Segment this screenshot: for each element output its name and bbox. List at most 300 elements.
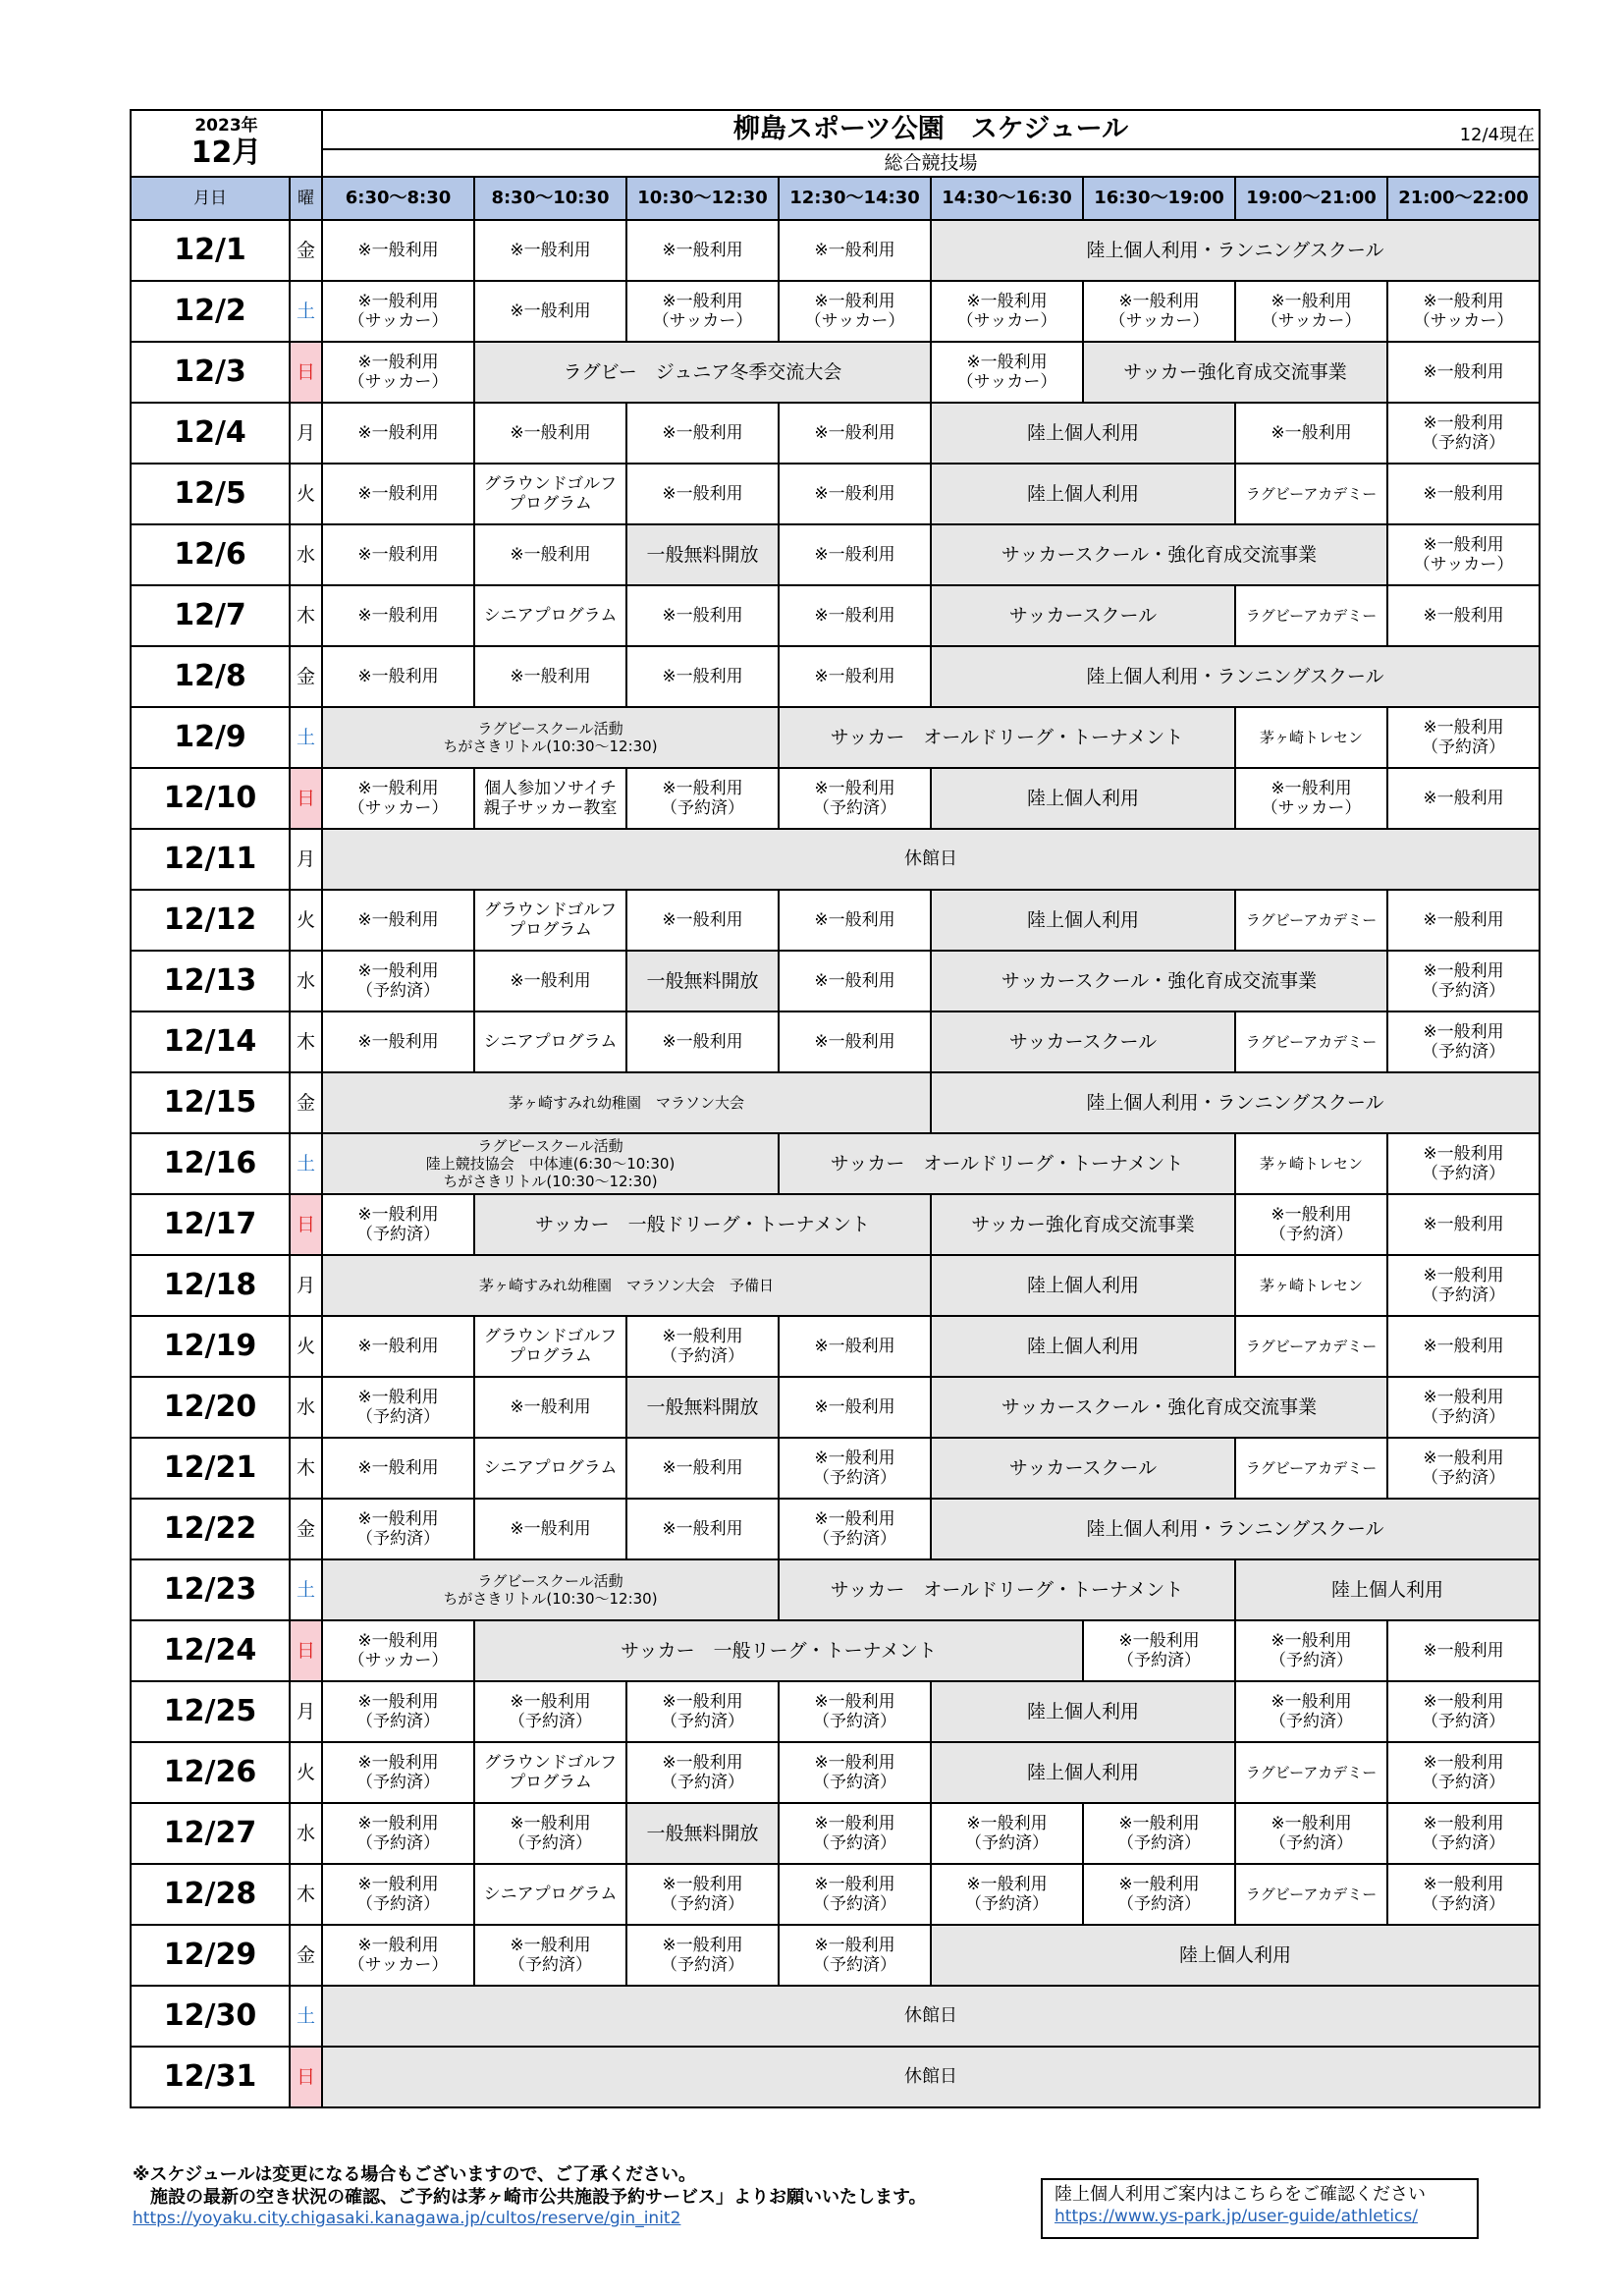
cell-text-line: ※一般利用 [510, 1813, 591, 1833]
cell-text-line: ※一般利用 [1271, 422, 1352, 443]
cell-text-line: ※一般利用 [357, 483, 439, 504]
cell-text-line: ※一般利用 [510, 240, 591, 260]
cell-text-line: ※一般利用 [662, 422, 743, 443]
schedule-row [131, 1559, 1540, 1620]
row-weekday: 火 [290, 1742, 322, 1803]
slot-cell [1235, 1438, 1387, 1499]
cell-text-line: グラウンドゴルフ [483, 1752, 618, 1773]
row-date: 12/8 [131, 646, 290, 707]
cell-text-line: ※一般利用 [1423, 361, 1504, 382]
closed-day-cell: 休館日 [322, 829, 1540, 890]
cell-text-line: ※一般利用 [1423, 1021, 1504, 1042]
cell-text-line: ※一般利用 [814, 483, 895, 504]
slot-cell [626, 1925, 779, 1986]
row-date: 12/24 [131, 1620, 290, 1681]
row-weekday: 月 [290, 403, 322, 464]
row-weekday: 水 [290, 1803, 322, 1864]
slot-cell [322, 1681, 474, 1742]
cell-text-line: ※一般利用 [510, 1518, 591, 1539]
row-date: 12/17 [131, 1194, 290, 1255]
cell-text-line: （予約済） [813, 1712, 896, 1731]
cell-text-line: シニアプログラム [483, 1457, 618, 1478]
slot-cell [322, 1194, 474, 1255]
cell-text-line: 茅ヶ崎すみれ幼稚園 マラソン大会 予備日 [478, 1277, 774, 1294]
cell-text-line: ※一般利用 [662, 483, 743, 504]
slot-cell [1387, 1742, 1540, 1803]
cell-text-line: ※一般利用 [662, 1457, 743, 1478]
cell-text-line: 茅ヶ崎トレセン [1259, 729, 1363, 746]
footer-note-reservation: 施設の最新の空き状況の確認、ご予約は茅ヶ崎市公共施設予約サービス」よりお願いいたします。 [133, 2186, 927, 2208]
cell-text-line: ※一般利用 [814, 909, 895, 930]
slot-cell [1235, 585, 1387, 646]
schedule-row [131, 1255, 1540, 1316]
cell-text-line: （予約済） [1117, 1651, 1201, 1670]
schedule-table [130, 109, 1541, 2108]
slot-cell [1387, 1620, 1540, 1681]
slot-cell [1387, 1194, 1540, 1255]
footer-note-change: ※スケジュールは変更になる場合もございますので、ご了承ください。 [133, 2164, 697, 2185]
slot-cell [474, 1316, 626, 1377]
slot-cell [779, 403, 931, 464]
schedule-row [131, 1011, 1540, 1072]
cell-text-line: 陸上個人利用・ランニングスクール [1086, 1091, 1384, 1114]
slot-cell [1235, 1620, 1387, 1681]
cell-text-line: ※一般利用 [357, 1387, 439, 1407]
cell-text-line: （予約済） [661, 1346, 744, 1366]
slot-cell [474, 890, 626, 951]
slot-cell [779, 646, 931, 707]
cell-text-line: （予約済） [356, 1529, 440, 1549]
cell-text-line: ※一般利用 [1423, 1691, 1504, 1712]
row-date: 12/4 [131, 403, 290, 464]
cell-text-line: ※一般利用 [814, 1691, 895, 1712]
cell-text-line: （予約済） [1422, 1468, 1505, 1488]
cell-text-line: ※一般利用 [1423, 788, 1504, 808]
cell-text-line: ※一般利用 [357, 1457, 439, 1478]
cell-text-line: （予約済） [813, 1468, 896, 1488]
slot-cell [1387, 403, 1540, 464]
row-date: 12/21 [131, 1438, 290, 1499]
slot-cell [1235, 1742, 1387, 1803]
slot-cell [474, 768, 626, 829]
cell-text-line: （予約済） [356, 1225, 440, 1244]
footer-notes [133, 2164, 927, 2229]
slot-cell [474, 1803, 626, 1864]
slot-cell [626, 890, 779, 951]
cell-text-line: サッカースクール [1008, 1030, 1158, 1053]
cell-text-line: 一般無料開放 [646, 543, 759, 566]
cell-text-line: ※一般利用 [1423, 291, 1504, 311]
slot-cell [1387, 1316, 1540, 1377]
schedule-row [131, 1864, 1540, 1925]
schedule-row [131, 1072, 1540, 1133]
cell-text-line: サッカー強化育成交流事業 [1123, 360, 1347, 383]
cell-text-line: （予約済） [356, 1894, 440, 1914]
slot-cell [1083, 1864, 1235, 1925]
row-weekday: 土 [290, 1559, 322, 1620]
cell-text-line: ラグビーアカデミー [1245, 607, 1378, 625]
slot-cell [1235, 768, 1387, 829]
year-month-cell [131, 110, 322, 177]
cell-text-line: （予約済） [1117, 1894, 1201, 1914]
cell-text-line: ※一般利用 [357, 240, 439, 260]
schedule-row [131, 1925, 1540, 1986]
slot-cell [626, 281, 779, 342]
event-cell [474, 1194, 931, 1255]
page-title: 柳島スポーツ公園 スケジュール [732, 113, 1129, 144]
row-date: 12/28 [131, 1864, 290, 1925]
schedule-row [131, 1316, 1540, 1377]
slot-cell [779, 1742, 931, 1803]
cell-text-line: （サッカー） [348, 1651, 449, 1670]
cell-text-line: ※一般利用 [1423, 412, 1504, 433]
slot-cell [1235, 1864, 1387, 1925]
cell-text-line: サッカー 一般ドリーグ・トーナメント [535, 1213, 870, 1235]
slot-cell [1387, 1133, 1540, 1194]
slot-cell [931, 281, 1083, 342]
athletics-info-box [1041, 2178, 1479, 2239]
event-cell [931, 1742, 1235, 1803]
row-weekday: 水 [290, 1377, 322, 1438]
cell-text-line: ちがさきリトル(10:30～12:30) [443, 1590, 658, 1608]
col-header-slot: 12:30～14:30 [779, 177, 931, 220]
slot-cell [1387, 768, 1540, 829]
cell-text-line: 陸上個人利用 [1178, 1943, 1291, 1966]
cell-text-line: ※一般利用 [1118, 291, 1200, 311]
year-label: 2023年 [194, 115, 258, 136]
cell-text-line: ※一般利用 [357, 1336, 439, 1356]
schedule-row [131, 1803, 1540, 1864]
slot-cell [474, 281, 626, 342]
slot-cell [626, 1499, 779, 1559]
cell-text-line: （予約済） [1422, 981, 1505, 1001]
row-weekday: 日 [290, 768, 322, 829]
cell-text-line: ※一般利用 [1118, 1874, 1200, 1894]
col-header-dow: 曜 [290, 177, 322, 220]
venue-label: 総合競技場 [322, 149, 1540, 177]
cell-text-line: ※一般利用 [1271, 291, 1352, 311]
schedule-row [131, 768, 1540, 829]
event-cell [779, 1559, 1235, 1620]
row-weekday: 水 [290, 951, 322, 1011]
schedule-row [131, 403, 1540, 464]
row-date: 12/11 [131, 829, 290, 890]
slot-cell [1235, 281, 1387, 342]
row-date: 12/29 [131, 1925, 290, 1986]
row-weekday: 土 [290, 1133, 322, 1194]
slot-cell [1387, 524, 1540, 585]
slot-cell [779, 951, 931, 1011]
cell-text-line: サッカースクール・強化育成交流事業 [1001, 543, 1318, 566]
cell-text-line: 一般無料開放 [646, 1822, 759, 1844]
cell-text-line: プログラム [509, 920, 592, 940]
event-cell [931, 1316, 1235, 1377]
row-weekday: 火 [290, 890, 322, 951]
row-weekday: 金 [290, 1925, 322, 1986]
slot-cell [474, 1925, 626, 1986]
cell-text-line: ※一般利用 [814, 605, 895, 626]
cell-text-line: ※一般利用 [662, 291, 743, 311]
cell-text-line: ラグビーアカデミー [1245, 1033, 1378, 1051]
row-date: 12/13 [131, 951, 290, 1011]
schedule-row [131, 1499, 1540, 1559]
slot-cell [474, 1681, 626, 1742]
cell-text-line: ※一般利用 [1271, 778, 1352, 798]
slot-cell [1387, 951, 1540, 1011]
slot-cell [1235, 1681, 1387, 1742]
cell-text-line: ※一般利用 [1423, 483, 1504, 504]
cell-text-line: ※一般利用 [814, 1448, 895, 1468]
slot-cell [1235, 1316, 1387, 1377]
cell-text-line: 一般無料開放 [646, 1395, 759, 1418]
cell-text-line: （予約済） [1422, 1833, 1505, 1853]
slot-cell [931, 1864, 1083, 1925]
schedule-row [131, 1681, 1540, 1742]
row-weekday: 日 [290, 1194, 322, 1255]
cell-text-line: ※一般利用 [1423, 909, 1504, 930]
schedule-row [131, 951, 1540, 1011]
slot-cell [779, 1438, 931, 1499]
row-weekday: 火 [290, 464, 322, 524]
schedule-row [131, 1438, 1540, 1499]
cell-text-line: ※一般利用 [510, 301, 591, 321]
row-date: 12/9 [131, 707, 290, 768]
event-cell [322, 1559, 779, 1620]
slot-cell [322, 1620, 474, 1681]
slot-cell [626, 1742, 779, 1803]
cell-text-line: ラグビーアカデミー [1245, 485, 1378, 503]
cell-text-line: （予約済） [356, 1712, 440, 1731]
slot-cell [779, 464, 931, 524]
cell-text-line: シニアプログラム [483, 605, 618, 626]
cell-text-line: （サッカー） [348, 798, 449, 818]
cell-text-line: （予約済） [813, 1833, 896, 1853]
slot-cell [626, 1681, 779, 1742]
slot-cell [322, 220, 474, 281]
row-date: 12/2 [131, 281, 290, 342]
cell-text-line: （予約済） [1422, 433, 1505, 453]
row-weekday: 木 [290, 1011, 322, 1072]
cell-text-line: ※一般利用 [1423, 1214, 1504, 1234]
cell-text-line: （予約済） [813, 1894, 896, 1914]
row-date: 12/15 [131, 1072, 290, 1133]
slot-cell [474, 1011, 626, 1072]
slot-cell [322, 1011, 474, 1072]
cell-text-line: ※一般利用 [510, 666, 591, 686]
cell-text-line: ラグビースクール活動 [477, 720, 623, 738]
cell-text-line: 陸上個人利用 [1026, 1274, 1139, 1296]
row-date: 12/3 [131, 342, 290, 403]
row-weekday: 金 [290, 646, 322, 707]
schedule-row [131, 281, 1540, 342]
cell-text-line: （予約済） [661, 1712, 744, 1731]
cell-text-line: （予約済） [813, 1773, 896, 1792]
cell-text-line: サッカースクール [1008, 604, 1158, 627]
schedule-row [131, 1194, 1540, 1255]
cell-text-line: ラグビースクール活動 [477, 1137, 623, 1155]
event-cell [931, 524, 1387, 585]
cell-text-line: （予約済） [509, 1955, 592, 1975]
cell-text-line: ※一般利用 [1423, 1874, 1504, 1894]
cell-text-line: ※一般利用 [1271, 1813, 1352, 1833]
reservation-link[interactable]: https://yoyaku.city.chigasaki.kanagawa.jp/cultos/reserve/gin_init2 [133, 2209, 681, 2228]
cell-text-line: （サッカー） [348, 311, 449, 331]
title-cell [322, 110, 1540, 149]
row-date: 12/18 [131, 1255, 290, 1316]
cell-text-line: ※一般利用 [662, 1935, 743, 1955]
slot-cell [322, 524, 474, 585]
cell-text-line: ラグビーアカデミー [1245, 1338, 1378, 1355]
cell-text-line: サッカー強化育成交流事業 [971, 1213, 1195, 1235]
cell-text-line: ※一般利用 [357, 422, 439, 443]
row-weekday: 木 [290, 1864, 322, 1925]
as-of-date: 12/4現在 [1459, 125, 1535, 146]
cell-text-line: ※一般利用 [510, 970, 591, 991]
slot-cell [1387, 1681, 1540, 1742]
slot-cell [779, 1925, 931, 1986]
cell-text-line: 一般無料開放 [646, 969, 759, 992]
event-cell [931, 1681, 1235, 1742]
cell-text-line: 陸上個人利用・ランニングスクール [1086, 239, 1384, 261]
cell-text-line: （予約済） [1270, 1225, 1353, 1244]
cell-text-line: ※一般利用 [662, 240, 743, 260]
row-weekday: 金 [290, 1072, 322, 1133]
cell-text-line: ※一般利用 [357, 1031, 439, 1052]
cell-text-line: ※一般利用 [662, 1752, 743, 1773]
schedule-row [131, 890, 1540, 951]
cell-text-line: （サッカー） [1109, 311, 1210, 331]
slot-cell [1235, 707, 1387, 768]
event-cell [322, 1072, 931, 1133]
cell-text-line: ※一般利用 [1423, 1336, 1504, 1356]
cell-text-line: ラグビーアカデミー [1245, 1764, 1378, 1781]
cell-text-line: シニアプログラム [483, 1884, 618, 1904]
schedule-row [131, 829, 1540, 890]
slot-cell [1235, 1255, 1387, 1316]
slot-cell [626, 403, 779, 464]
cell-text-line: ※一般利用 [1118, 1813, 1200, 1833]
cell-text-line: （予約済） [1422, 1042, 1505, 1062]
cell-text-line: 陸上個人利用 [1026, 1761, 1139, 1783]
cell-text-line: ※一般利用 [1423, 534, 1504, 555]
cell-text-line: （予約済） [1117, 1833, 1201, 1853]
schedule-row [131, 707, 1540, 768]
cell-text-line: ※一般利用 [1423, 605, 1504, 626]
cell-text-line: （予約済） [661, 1955, 744, 1975]
cell-text-line: 陸上個人利用 [1026, 787, 1139, 809]
schedule-row [131, 2047, 1540, 2107]
row-date: 12/6 [131, 524, 290, 585]
cell-text-line: サッカー オールドリーグ・トーナメント [830, 726, 1184, 748]
cell-text-line: ※一般利用 [966, 352, 1048, 372]
cell-text-line: ※一般利用 [357, 1874, 439, 1894]
event-cell [474, 342, 931, 403]
schedule-row [131, 585, 1540, 646]
slot-cell [322, 1499, 474, 1559]
athletics-info-link[interactable]: https://www.ys-park.jp/user-guide/athletics/ [1055, 2206, 1418, 2226]
event-cell [931, 646, 1540, 707]
cell-text-line: （予約済） [965, 1894, 1049, 1914]
cell-text-line: プログラム [509, 1773, 592, 1792]
slot-cell [322, 1377, 474, 1438]
row-weekday: 金 [290, 220, 322, 281]
slot-cell [779, 585, 931, 646]
cell-text-line: ※一般利用 [357, 1752, 439, 1773]
row-weekday: 月 [290, 829, 322, 890]
cell-text-line: （予約済） [1270, 1833, 1353, 1853]
cell-text-line: ※一般利用 [662, 1874, 743, 1894]
row-date: 12/23 [131, 1559, 290, 1620]
slot-cell [779, 1681, 931, 1742]
cell-text-line: ※一般利用 [357, 960, 439, 981]
cell-text-line: ※一般利用 [510, 1935, 591, 1955]
slot-cell [626, 646, 779, 707]
cell-text-line: ※一般利用 [357, 1204, 439, 1225]
cell-text-line: ※一般利用 [1423, 1640, 1504, 1661]
event-cell [1083, 342, 1387, 403]
slot-cell [779, 890, 931, 951]
col-header-slot: 19:00～21:00 [1235, 177, 1387, 220]
cell-text-line: シニアプログラム [483, 1031, 618, 1052]
event-cell [1235, 1559, 1540, 1620]
cell-text-line: ※一般利用 [966, 1874, 1048, 1894]
row-date: 12/27 [131, 1803, 290, 1864]
cell-text-line: （サッカー） [956, 311, 1057, 331]
slot-cell [474, 585, 626, 646]
cell-text-line: （予約済） [356, 1773, 440, 1792]
event-cell [931, 1072, 1540, 1133]
cell-text-line: ※一般利用 [662, 1691, 743, 1712]
cell-text-line: （予約済） [1270, 1651, 1353, 1670]
cell-text-line: ※一般利用 [1423, 1752, 1504, 1773]
cell-text-line: ※一般利用 [510, 1691, 591, 1712]
cell-text-line: ※一般利用 [1423, 960, 1504, 981]
slot-cell [779, 1011, 931, 1072]
slot-cell [474, 1438, 626, 1499]
cell-text-line: 陸上個人利用 [1026, 908, 1139, 931]
cell-text-line: ※一般利用 [814, 1813, 895, 1833]
cell-text-line: （予約済） [813, 1955, 896, 1975]
slot-cell [626, 464, 779, 524]
row-weekday: 日 [290, 342, 322, 403]
cell-text-line: （予約済） [509, 1712, 592, 1731]
cell-text-line: （予約済） [661, 1894, 744, 1914]
row-date: 12/25 [131, 1681, 290, 1742]
slot-cell [322, 1316, 474, 1377]
col-header-slot: 14:30～16:30 [931, 177, 1083, 220]
event-cell [626, 1377, 779, 1438]
cell-text-line: ※一般利用 [814, 1874, 895, 1894]
slot-cell [779, 1377, 931, 1438]
event-cell [626, 1803, 779, 1864]
cell-text-line: ※一般利用 [966, 291, 1048, 311]
slot-cell [474, 524, 626, 585]
column-header-row [131, 177, 1540, 220]
slot-cell [322, 890, 474, 951]
cell-text-line: （サッカー） [1261, 798, 1362, 818]
slot-cell [779, 524, 931, 585]
schedule-row [131, 646, 1540, 707]
slot-cell [322, 342, 474, 403]
cell-text-line: プログラム [509, 494, 592, 514]
cell-text-line: （予約済） [965, 1833, 1049, 1853]
cell-text-line: ※一般利用 [357, 352, 439, 372]
cell-text-line: ※一般利用 [814, 970, 895, 991]
cell-text-line: ※一般利用 [814, 666, 895, 686]
slot-cell [1235, 403, 1387, 464]
slot-cell [474, 220, 626, 281]
slot-cell [779, 1864, 931, 1925]
